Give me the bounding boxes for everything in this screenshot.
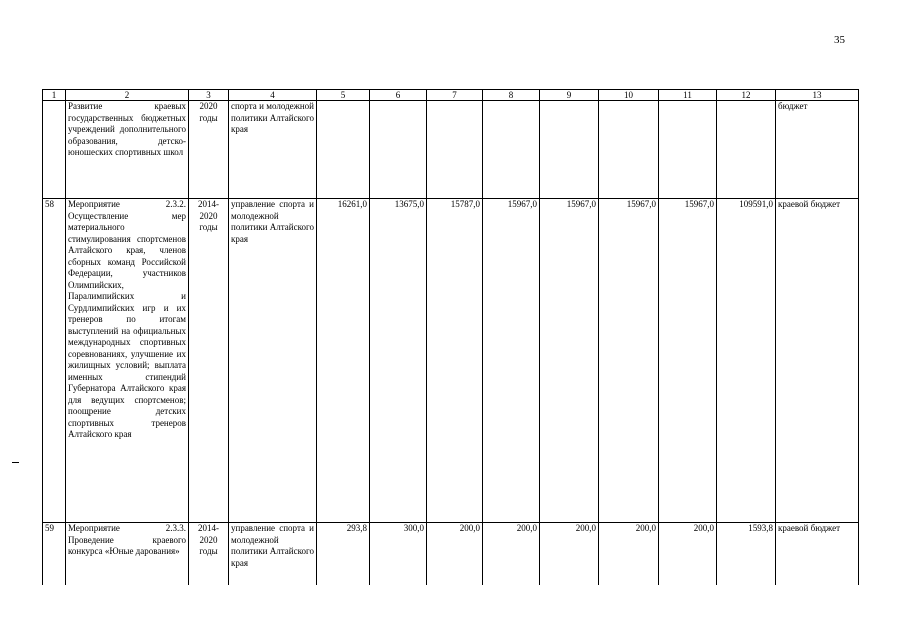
value-cell: 200,0: [659, 523, 717, 586]
value-cell: [370, 101, 427, 199]
row-number: 58: [43, 199, 66, 523]
value-cell: 15967,0: [659, 199, 717, 523]
value-cell: 15967,0: [483, 199, 540, 523]
column-header: 8: [483, 90, 540, 101]
column-header: 5: [317, 90, 370, 101]
row-number: 59: [43, 523, 66, 586]
header-row: [43, 90, 859, 101]
measure-name: Мероприятие 2.3.2. Осуществление мер материального стимулирования спортсменов Алтайского края, членов сборных команд Российской Федерации, участников Олимпийских, Паралимпийских и Сурдлимпийских игр и их тренеров по итогам выступлений на официальных международных спортивных соревнованиях, улучшение их жилищных условий; выплата именных стипендий Губернатора Алтайского края для ведущих спортсменов; поощрение детских спортивных тренеров Алтайского края: [66, 199, 189, 523]
funding-source: бюджет: [776, 101, 859, 199]
margin-mark: [12, 462, 19, 463]
page-number: 35: [834, 34, 845, 46]
column-header: 7: [427, 90, 483, 101]
table-row: [43, 199, 859, 523]
value-cell: [540, 101, 599, 199]
program-table: [42, 89, 859, 585]
executor-cell: управление спорта и молодежной политики Алтайского края: [229, 523, 317, 586]
row-number: [43, 101, 66, 199]
value-cell: 13675,0: [370, 199, 427, 523]
executor-cell: спорта и молодежной политики Алтайского края: [229, 101, 317, 199]
value-cell: 200,0: [427, 523, 483, 586]
value-cell: 15787,0: [427, 199, 483, 523]
value-cell: 16261,0: [317, 199, 370, 523]
years-cell: 2020 годы: [189, 101, 229, 199]
funding-source: краевой бюджет: [776, 523, 859, 586]
column-header: 12: [717, 90, 776, 101]
column-header: 4: [229, 90, 317, 101]
years-cell: 2014-2020 годы: [189, 523, 229, 586]
total-cell: [717, 101, 776, 199]
total-cell: 1593,8: [717, 523, 776, 586]
value-cell: [317, 101, 370, 199]
value-cell: [427, 101, 483, 199]
column-header: 13: [776, 90, 859, 101]
value-cell: 15967,0: [599, 199, 659, 523]
years-cell: 2014-2020 годы: [189, 199, 229, 523]
funding-source: краевой бюджет: [776, 199, 859, 523]
value-cell: [659, 101, 717, 199]
executor-cell: управление спорта и молодежной политики Алтайского края: [229, 199, 317, 523]
column-header: 6: [370, 90, 427, 101]
column-header: 9: [540, 90, 599, 101]
value-cell: 200,0: [599, 523, 659, 586]
value-cell: 200,0: [483, 523, 540, 586]
measure-name: Развитие краевых государственных бюджетных учреждений дополнительного образования, детско-юношеских спортивных школ: [66, 101, 189, 199]
value-cell: 293,8: [317, 523, 370, 586]
table-row: [43, 523, 859, 586]
value-cell: 300,0: [370, 523, 427, 586]
total-cell: 109591,0: [717, 199, 776, 523]
measure-name: Мероприятие 2.3.3. Проведение краевого конкурса «Юные дарования»: [66, 523, 189, 586]
table-row: [43, 101, 859, 199]
column-header: 3: [189, 90, 229, 101]
value-cell: [599, 101, 659, 199]
column-header: 10: [599, 90, 659, 101]
column-header: 1: [43, 90, 66, 101]
column-header: 11: [659, 90, 717, 101]
value-cell: 200,0: [540, 523, 599, 586]
column-header: 2: [66, 90, 189, 101]
value-cell: [483, 101, 540, 199]
value-cell: 15967,0: [540, 199, 599, 523]
